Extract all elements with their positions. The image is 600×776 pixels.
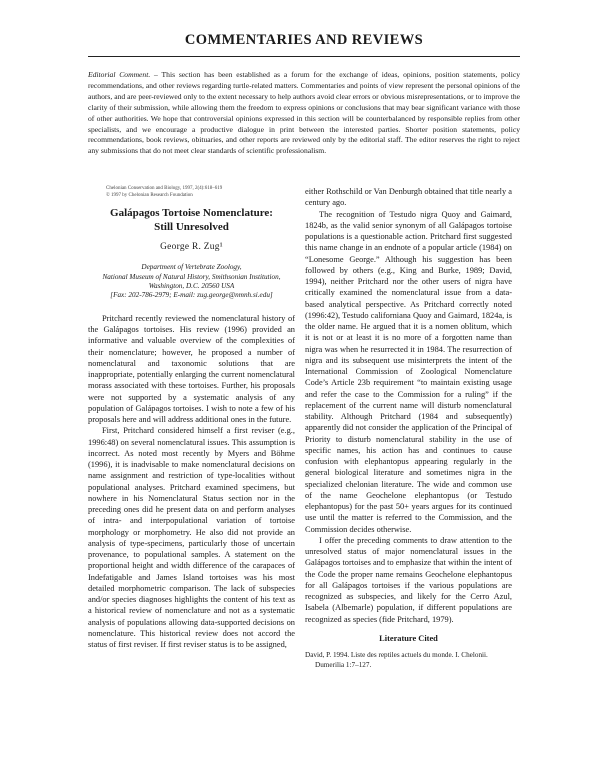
affiliation-institution: National Museum of Natural History, Smithsonian Institution, [102,272,281,281]
editorial-lead: Editorial Comment. [88,70,151,79]
header-rule [88,56,520,57]
reference-entry: David, P. 1994. Liste des reptiles actuels du monde. I. Chelonii. Dumerilia 1:7–127. [305,651,488,669]
body-paragraph: First, Pritchard considered himself a first reviser (e.g., 1996:48) on several nomenclatural issues. This assumption is incorrect. As noted most recently by Myers and Böhme (1996), it is inadvisable to make nomenclatural decisions on name assignment and restriction of type-localities without populational analyses. Pritchard examined specimens, but nowhere in his Nomenclatural Status section nor in the preceding ones did he present data on and perform analyses of intra- and interpopulational variation of tortoise morphology or morphometry. He also did not provide an analysis of type-specimens, particularly those of uncertain provenance, to populational samples. A statement on the proportional height and width difference of the carapaces of Indefatigable and James Island tortoises was his most detailed morphometric comparison. The lack of subspecies and/or species diagnoses highlights the content of his text as a historical review of nomenclature and not as a systematic analysis of populations allowing data-supported decisions on nomenclature. This historical review does not accord the status of first reviser. If first reviser status is to be assigned, [88,426,295,650]
right-column [305,186,512,670]
citation-journal: Chelonian Conservation and Biology, 1997, 2(4):618–619 [106,186,223,191]
literature-cited-heading: Literature Cited [379,633,438,643]
article-citation [88,186,295,199]
affiliation-address: Washington, D.C. 20560 USA [148,282,235,291]
article-title [88,206,295,234]
body-paragraph: I offer the preceding comments to draw attention to the unresolved status of major nomenclatural issues in the Galápagos tortoises and to emphasize that within the intent of the Code the proper name remains Geochelone elephantopus for all Galápagos tortoises if the various populations are recognized as subspecies, and likely for the Cerro Azul, Isabela (Albemarle) population, if different populations are recognized as species (fide Pritchard, 1979). [305,535,512,624]
editorial-text: – This section has been established as a forum for the exchange of ideas, opinions, position statements, policy recommendations, and other reviews regarding turtle-related matters. Commentaries and points of view represent the personal opinions of the authors, and are peer-reviewed only to the extent necessary to help authors avoid clear errors or obvious misrepresentations, or to improve the clarity of their submission, while allowing them the freedom to express opinions or conclusions that may bear significant variance with those of other authorities. We hope that controversial opinions expressed in this section will be counterbalanced by responsible replies from other specialists, and we encourage a productive dialogue in print between the interested parties. Shorter position statements, policy recommendations, book reviews, obituaries, and other reports are reviewed only by the editorial staff. The editor reserves the right to reject any submissions that do not meet clear standards of scientific professionalism. [88,70,521,156]
affiliation-department: Department of Vertebrate Zoology, [141,263,242,272]
body-paragraph: Pritchard recently reviewed the nomenclatural history of the Galápagos tortoises. His review (1996) provided an informative and valuable overview of the complexities of their nomenclature; however, he proposed a number of nomenclatural and taxonomic solutions that are inappropriate, potentially enlarging the current nomenclatural morass associated with these tortoises. Further, his proposals were not supported by a systematic analysis of any population of Galápagos tortoises. I wish to note a few of his proposals here and will address additional ones in the future. [88,313,295,425]
article-author: George R. Zug¹ [160,242,223,252]
author-affiliation [88,263,295,301]
editorial-comment [88,70,520,157]
body-paragraph: The recognition of Testudo nigra Quoy and Gaimard, 1824b, as the valid senior synonym of all Galápagos tortoise populations is a questionable action. Pritchard first suggested this name change in an endnote of a popular article (1984) on “Lonesome George.” Although his suggestion has been followed by others (e.g., King and Burke, 1989; David, 1994), neither Pritchard nor the other users of nigra have critically examined the nomenclatural issue from a data-based analytical perspective. As Pritchard correctly noted (1996:42), Testudo californiana Quoy and Gaimard, 1824a, is the older name. He argued that it is a nomen oblitum, which it is not or at least it is no more of a forgotten name than nigra was when he resurrected it in 1984. The resurrection of nigra and its subsequent use misinterprets the intent of the International Commission of Zoological Nomenclature Code’s Article 23b requirement “to maintain existing usage and refer the case to the Commission for a ruling” if the replacement of the current name will disturb nomenclatural stability. Although Pritchard (1984 and subsequently) apparently did not consider the application of the Principal of Priority to disturb nomenclatural stability in the use of specific names, his action has and continues to cause confusion with elephantopus appearing regularly in the general biological literature and sometimes nigra in the specialized chelonian literature. The wide and common use of the name Geochelone elephantopus (or Testudo elephantopus) for the past 50+ years argues for its continued use until the matter is referred to the Commission, and the Commission decides otherwise. [305,209,512,534]
citation-copyright: © 1997 by Chelonian Research Foundation [106,192,193,198]
left-column [88,186,295,650]
article-title-line2: Still Unresolved [154,221,229,233]
section-header: COMMENTARIES AND REVIEWS [184,32,424,48]
body-paragraph: either Rothschild or Van Denburgh obtained that title nearly a century ago. [305,187,512,208]
affiliation-contact: [Fax: 202-786-2979; E-mail: zug.george@nmnh.si.edu] [110,291,273,300]
article-title-line1: Galápagos Tortoise Nomenclature: [110,207,273,219]
